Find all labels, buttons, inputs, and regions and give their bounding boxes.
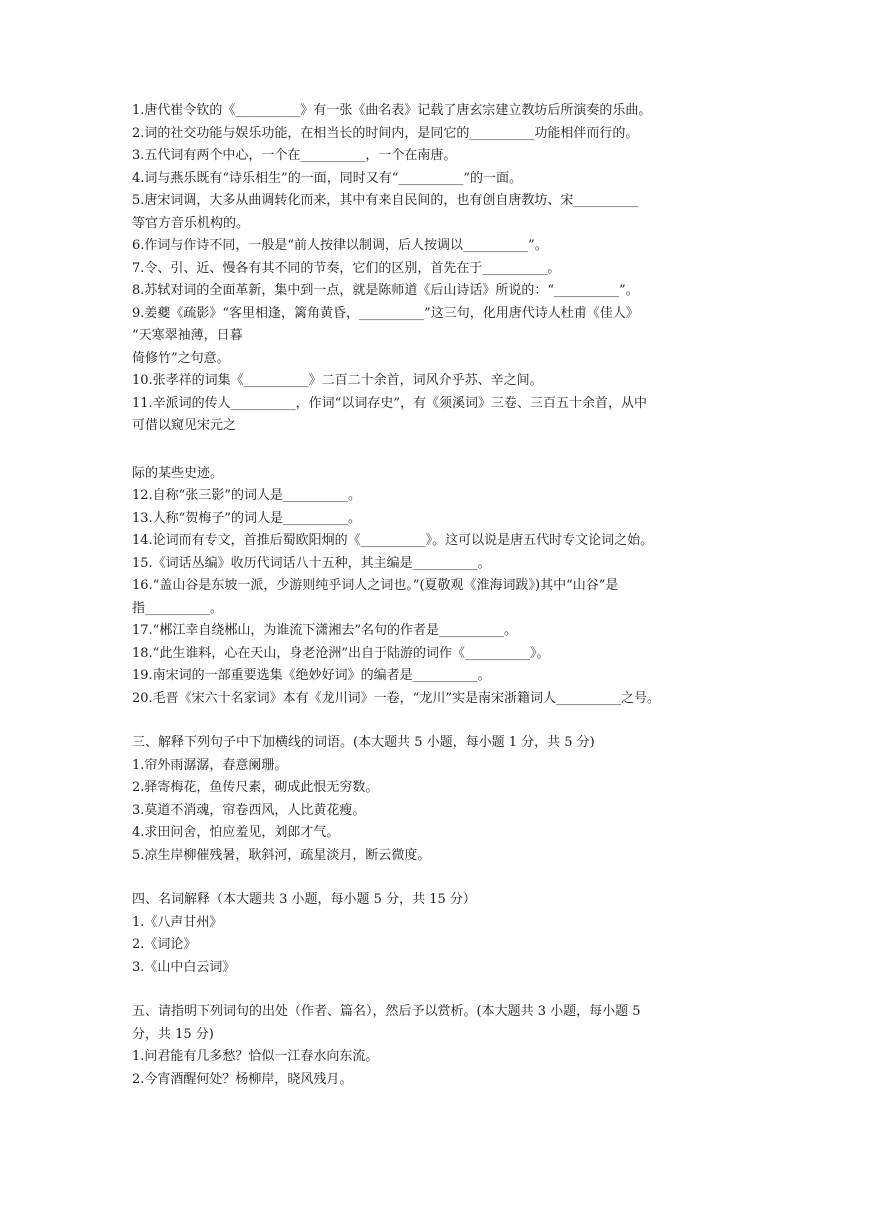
spacer (132, 438, 742, 463)
fill-in-line: 15.《词话丛编》收历代词话八十五种，其主编是__________。 (132, 555, 491, 571)
fill-in-line: 6.作词与作诗不同，一般是“前人按律以制调，后人按调以__________”。 (132, 238, 548, 253)
fill-in-line: 4.词与燕乐既有“诗乐相生”的一面，同时又有“__________”的一面。 (132, 170, 522, 186)
spacer (132, 979, 742, 1001)
fill-in-line: 2.词的社交功能与娱乐功能，在相当长的时间内，是同它的__________功能相伴而行的。 (132, 125, 639, 141)
fill-in-line: 可借以窥见宋元之 (132, 418, 237, 433)
question-line: 2.驿寄梅花，鱼传尺素，砌成此恨无穷数。 (132, 780, 379, 795)
fill-in-line: 18.“此生谁料，心在天山，身老沧洲”出自于陆游的词作《__________》。 (132, 645, 550, 661)
fill-in-section (132, 100, 742, 710)
question-line: 1.问君能有几多愁？恰似一江春水向东流。 (132, 1049, 379, 1064)
question-line: 2.今宵酒醒何处？杨柳岸，晓风残月。 (132, 1071, 353, 1087)
section-heading: 四、名词解释（本大题共 3 小题，每小题 5 分，共 15 分） (132, 892, 476, 907)
fill-in-line: 等官方音乐机构的。 (132, 215, 250, 231)
fill-in-line: 指__________。 (132, 600, 224, 616)
spacer (132, 710, 742, 732)
fill-in-line: 1.唐代崔令钦的《__________》有一张《曲名表》记载了唐玄宗建立教坊后所演奏的乐曲。 (132, 103, 652, 118)
fill-in-line: 7.令、引、近、慢各有其不同的节奏，它们的区别，首先在于__________。 (132, 260, 561, 276)
section-heading: 五、请指明下列词句的出处（作者、篇名），然后予以赏析。(本大题共 3 小题，每小题 5 (132, 1004, 641, 1019)
question-line: 3.《山中白云词》 (132, 959, 236, 975)
question-line: 1.《八声甘州》 (132, 914, 223, 930)
fill-in-line: 17.“郴江幸自绕郴山，为谁流下潇湘去”名句的作者是__________。 (132, 623, 517, 638)
fill-in-line: 13.人称“贺梅子”的词人是__________。 (132, 510, 361, 526)
fill-in-line: 20.毛晋《宋六十名家词》本有《龙川词》一卷，“龙川”实是南宋浙籍词人__________之号。 (132, 690, 660, 706)
spacer (132, 867, 742, 889)
fill-in-line: 8.苏轼对词的全面革新，集中到一点，就是陈师道《后山诗话》所说的：“__________”。 (132, 283, 639, 298)
question-line: 2.《词论》 (132, 937, 197, 952)
question-line: 5.凉生岸柳催残暑，耿斜河，疏星淡月，断云微度。 (132, 847, 431, 863)
fill-in-line: 际的某些史迹。 (132, 465, 224, 481)
fill-in-line: “天寒翠袖薄，日暮 (132, 328, 243, 343)
fill-in-line: 14.论词而有专文，首推后蜀欧阳炯的《__________》。这可以说是唐五代时专文论词之始。 (132, 533, 654, 548)
fill-in-line: 3.五代词有两个中心，一个在__________，一个在南唐。 (132, 148, 457, 163)
question-line: 3.莫道不消魂，帘卷西风，人比黄花瘦。 (132, 802, 366, 818)
document-page (132, 100, 742, 1091)
fill-in-line: 11.辛派词的传人__________，作词“以词存史”，有《须溪词》三卷、三百五十余首，从中 (132, 395, 647, 411)
fill-in-line: 倚修竹”之句意。 (132, 350, 230, 366)
section-5 (132, 1001, 742, 1091)
question-line: 4.求田问舍，怕应羞见，刘郎才气。 (132, 825, 340, 840)
question-line: 1.帘外雨潺潺，春意阑珊。 (132, 757, 288, 773)
section-3 (132, 732, 742, 867)
fill-in-line: 9.姜夔《疏影》“客里相逢，篱角黄昏，__________”这三句，化用唐代诗人杜甫《佳人》 (132, 305, 639, 321)
fill-in-line: 10.张孝祥的词集《__________》二百二十余首，词风介乎苏、辛之间。 (132, 373, 543, 388)
fill-in-line: 19.南宋词的一部重要选集《绝妙好词》的编者是__________。 (132, 668, 491, 683)
section-heading-cont: 分，共 15 分) (132, 1026, 214, 1042)
fill-in-line: 5.唐宋词调，大多从曲调转化而来，其中有来自民间的，也有创自唐教坊、宋__________ (132, 193, 639, 208)
fill-in-line: 12.自称“张三影”的词人是__________。 (132, 488, 361, 503)
fill-in-line: 16.“盖山谷是东坡一派，少游则纯乎词人之词也。”(夏敬观《淮海词跋》)其中“山谷”是 (132, 578, 619, 593)
section-heading: 三、解释下列句子中下加横线的词语。(本大题共 5 小题，每小题 1 分，共 5 分) (132, 735, 595, 750)
section-4 (132, 889, 742, 979)
